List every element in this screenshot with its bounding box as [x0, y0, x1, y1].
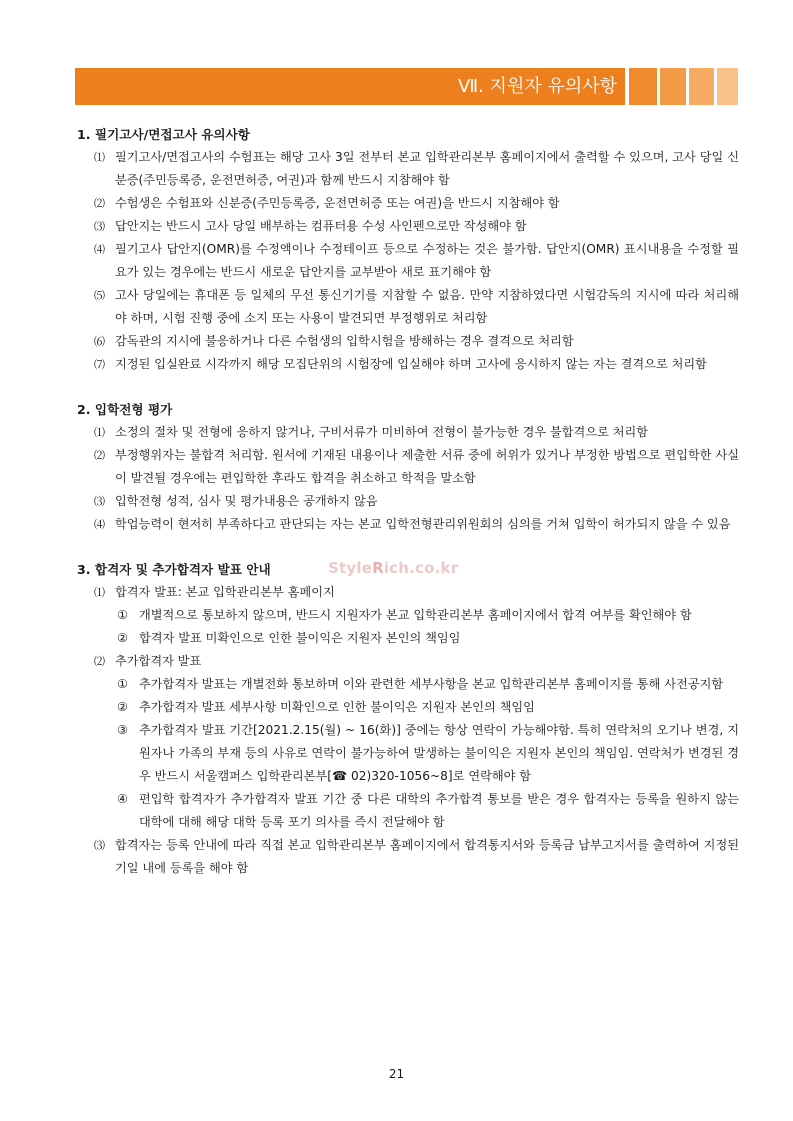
list-item: [77, 215, 739, 238]
item-number: ⑵: [94, 197, 105, 210]
list-item: [77, 490, 739, 513]
sub-item-number: ②: [117, 700, 128, 714]
sub-item-text: 편입학 합격자가 추가합격자 발표 기간 중 다른 대학의 추가합격 통보를 받은 경우 합격자는 등록을 원하지 않는 대학에 대해 해당 대학 등록 포기 의사를 즉시 전달해야 함: [139, 792, 739, 829]
list-item: [77, 238, 739, 284]
section-title: 2. 입학전형 평가: [77, 402, 173, 417]
item-text: 학업능력이 현저히 부족하다고 판단되는 자는 본교 입학전형관리위원회의 심의를 거쳐 입학이 허가되지 않을 수 있음: [115, 517, 731, 531]
item-text: 답안지는 반드시 고사 당일 배부하는 컴퓨터용 수성 사인펜으로만 작성해야 함: [115, 219, 527, 233]
banner-block: [660, 68, 686, 105]
list-item: [77, 284, 739, 330]
item-number: ⑴: [94, 426, 105, 439]
sub-item: [77, 788, 739, 834]
item-number: ⑶: [94, 220, 105, 233]
sub-item-text: 추가합격자 발표 세부사항 미확인으로 인한 불이익은 지원자 본인의 책임임: [139, 700, 535, 714]
item-text: 필기고사/면접고사의 수험표는 해당 고사 3일 전부터 본교 입학관리본부 홈페이지에서 출력할 수 있으며, 고사 당일 신분증(주민등록증, 운전면허증, 여권)과 함께 반드시 지참해야 함: [115, 150, 739, 187]
list-item: [77, 444, 739, 490]
list-item: [77, 330, 739, 353]
item-text: 부정행위자는 불합격 처리함. 원서에 기재된 내용이나 제출한 서류 중에 허위가 있거나 부정한 방법으로 편입학한 사실이 발견될 경우에는 편입학한 후라도 합격을 취소하고 학적을 말소함: [115, 448, 739, 485]
list-item: [77, 353, 739, 376]
item-number: ⑵: [94, 449, 105, 462]
sub-item-text: 합격자 발표 미확인으로 인한 불이익은 지원자 본인의 책임임: [139, 631, 461, 645]
item-text: 합격자 발표: 본교 입학관리본부 홈페이지: [115, 585, 335, 599]
item-number: ⑶: [94, 495, 105, 508]
section-banner: [75, 68, 738, 105]
sub-item-text: 추가합격자 발표 기간[2021.2.15(월) ~ 16(화)] 중에는 항상 연락이 가능해야함. 특히 연락처의 오기나 변경, 지원자나 가족의 부재 등의 사유로 연락이 불가능하여 발생하는 불이익은 지원자 본인의 책임임. 연락처가 변경된 경우 반드시 서울캠퍼스 입학관리본부[☎ 02)320-1056~8]로 연락해야 함: [139, 723, 739, 783]
sub-item: [77, 719, 739, 788]
item-text: 필기고사 답안지(OMR)를 수정액이나 수정테이프 등으로 수정하는 것은 불가함. 답안지(OMR) 표시내용을 수정할 필요가 있는 경우에는 반드시 새로운 답안지를 교부받아 새로 표기해야 함: [115, 242, 739, 279]
document-body: [77, 123, 739, 880]
list-item: [77, 834, 739, 880]
list-item: [77, 581, 739, 604]
item-text: 합격자는 등록 안내에 따라 직접 본교 입학관리본부 홈페이지에서 합격통지서와 등록금 납부고지서를 출력하여 지정된 기일 내에 등록을 해야 함: [115, 838, 739, 875]
list-item: [77, 146, 739, 192]
list-item: [77, 513, 739, 536]
watermark: StyleRich.co.kr: [328, 559, 459, 577]
item-text: 감독관의 지시에 불응하거나 다른 수험생의 입학시험을 방해하는 경우 결격으로 처리함: [115, 334, 574, 348]
item-number: ⑶: [94, 839, 105, 852]
item-number: ⑹: [94, 335, 105, 348]
sub-item-number: ③: [117, 723, 128, 737]
banner-block: [689, 68, 714, 105]
sub-item-text: 개별적으로 통보하지 않으며, 반드시 지원자가 본교 입학관리본부 홈페이지에서 합격 여부를 확인해야 함: [139, 608, 692, 622]
item-text: 추가합격자 발표: [115, 654, 202, 668]
item-text: 입학전형 성적, 심사 및 평가내용은 공개하지 않음: [115, 494, 378, 508]
sub-item: [77, 604, 739, 627]
item-text: 수험생은 수험표와 신분증(주민등록증, 운전면허증 또는 여권)을 반드시 지참해야 함: [115, 196, 560, 210]
banner-block: [717, 68, 738, 105]
sub-item: [77, 696, 739, 719]
sub-item-number: ②: [117, 631, 128, 645]
item-number: ⑸: [94, 289, 105, 302]
item-text: 소정의 절차 및 전형에 응하지 않거나, 구비서류가 미비하여 전형이 불가능한 경우 불합격으로 처리함: [115, 425, 649, 439]
list-item: [77, 192, 739, 215]
banner-block: [629, 68, 657, 105]
list-item: [77, 650, 739, 673]
item-number: ⑴: [94, 151, 105, 164]
banner-title: Ⅶ. 지원자 유의사항: [75, 68, 625, 105]
sub-item-number: ①: [117, 677, 128, 691]
list-item: [77, 421, 739, 444]
item-number: ⑺: [94, 358, 105, 371]
item-text: 고사 당일에는 휴대폰 등 일체의 무선 통신기기를 지참할 수 없음. 만약 지참하였다면 시험감독의 지시에 따라 처리해야 하며, 시험 진행 중에 소지 또는 사용이 발견되면 부정행위로 처리함: [115, 288, 739, 325]
sub-item-text: 추가합격자 발표는 개별전화 통보하며 이와 관련한 세부사항을 본교 입학관리본부 홈페이지를 통해 사전공지함: [139, 677, 724, 691]
item-number: ⑷: [94, 518, 105, 531]
section-title: 1. 필기고사/면접고사 유의사항: [77, 127, 250, 142]
sub-item: [77, 673, 739, 696]
item-text: 지정된 입실완료 시각까지 해당 모집단위의 시험장에 입실해야 하며 고사에 응시하지 않는 자는 결격으로 처리함: [115, 357, 707, 371]
item-number: ⑵: [94, 655, 105, 668]
page-number: 21: [388, 1067, 405, 1081]
item-number: ⑷: [94, 243, 105, 256]
sub-item-number: ①: [117, 608, 128, 622]
section-title: 3. 합격자 및 추가합격자 발표 안내: [77, 562, 271, 577]
sub-item: [77, 627, 739, 650]
item-number: ⑴: [94, 586, 105, 599]
sub-item-number: ④: [117, 792, 128, 806]
